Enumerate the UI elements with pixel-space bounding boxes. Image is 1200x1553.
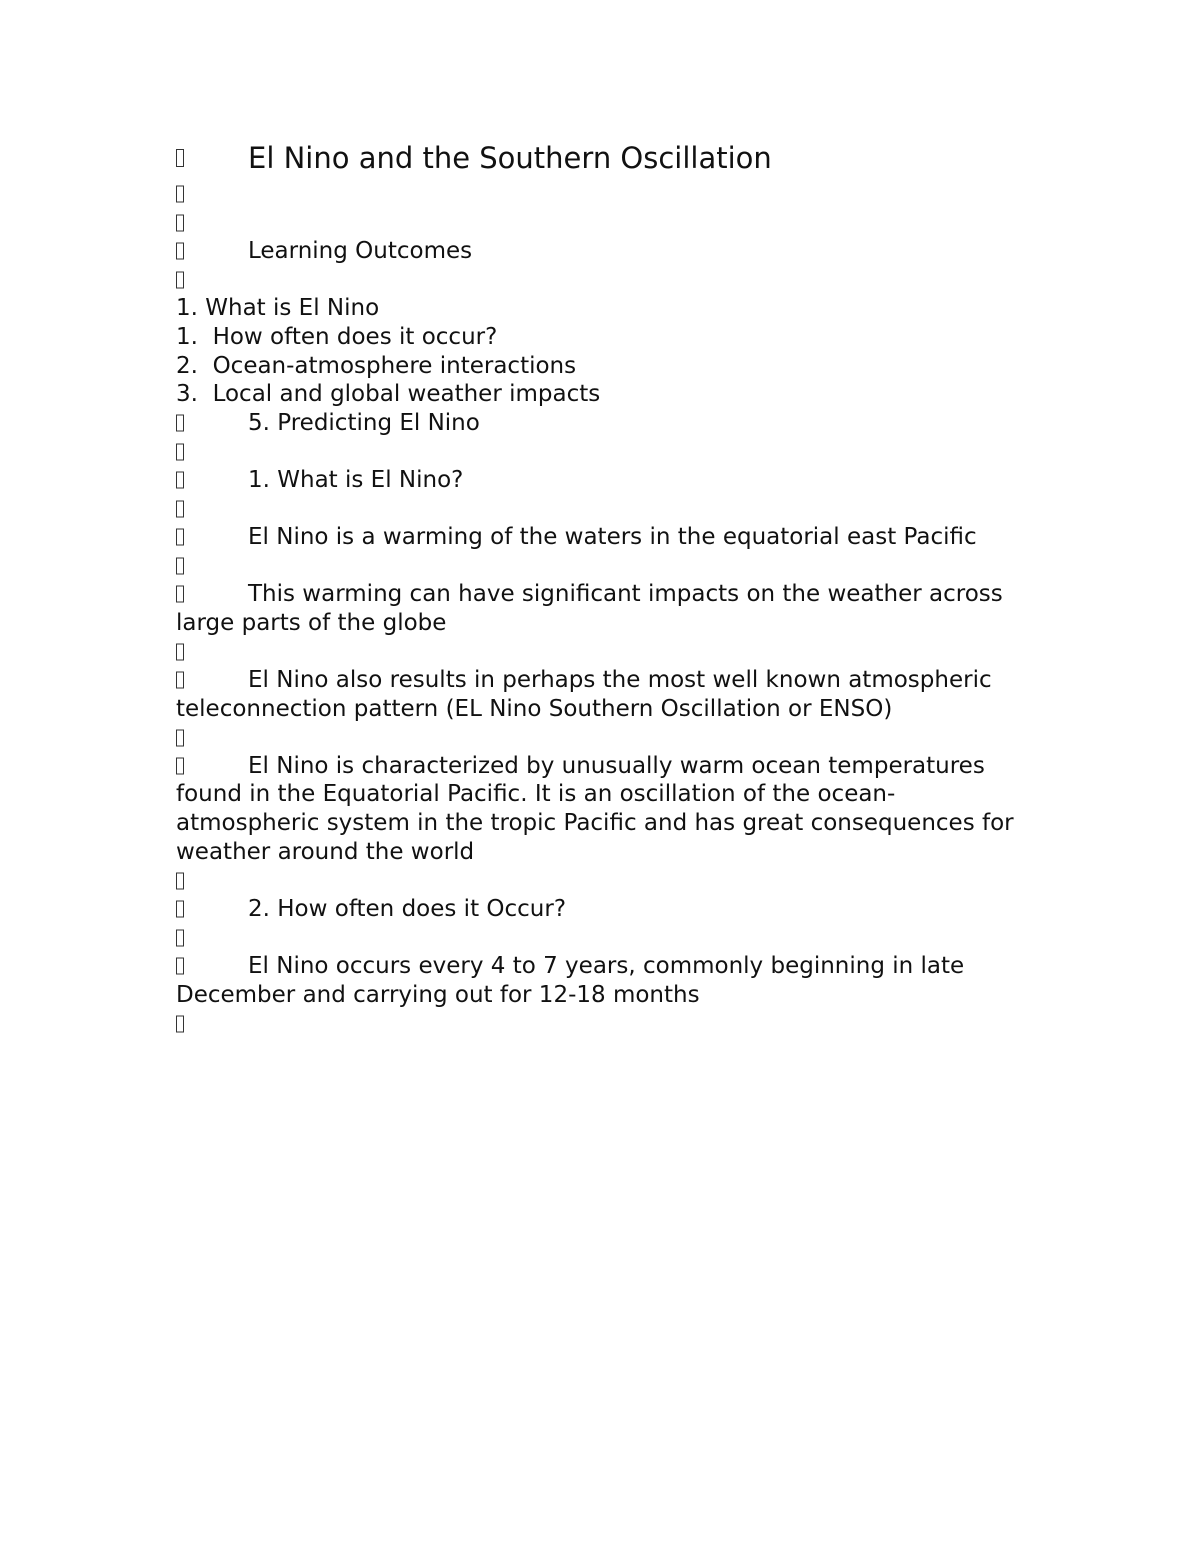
title-line bbox=[176, 141, 1036, 175]
outcome-predicting: 5. Predicting El Nino bbox=[248, 409, 480, 436]
bullet-glyph-icon bbox=[176, 500, 184, 517]
section1-heading-line bbox=[176, 466, 1036, 495]
section1-paragraph bbox=[176, 580, 1026, 637]
bullet-glyph-icon bbox=[176, 929, 184, 946]
outcome-item: 3. Local and global weather impacts bbox=[176, 381, 601, 408]
outcome-item: 1. What is El Nino bbox=[176, 295, 380, 322]
section1-paragraph bbox=[176, 752, 1016, 866]
outcome-predicting-line bbox=[176, 409, 1036, 438]
bullet-glyph-icon bbox=[176, 1015, 184, 1032]
empty-bullet-line bbox=[176, 552, 1036, 581]
bullet-glyph-icon bbox=[176, 586, 184, 603]
empty-bullet-line bbox=[176, 638, 1036, 667]
bullet-glyph-icon bbox=[176, 149, 184, 167]
paragraph-text: El Nino occurs every 4 to 7 years, commonly beginning in late December and carrying out for 12-18 months bbox=[176, 953, 965, 1008]
empty-bullet-line bbox=[176, 866, 1036, 895]
section1-paragraph bbox=[176, 666, 1026, 723]
bullet-glyph-icon bbox=[176, 672, 184, 689]
empty-bullet-line bbox=[176, 209, 1036, 238]
bullet-glyph-icon bbox=[176, 729, 184, 746]
empty-bullet-line bbox=[176, 437, 1036, 466]
bullet-glyph-icon bbox=[176, 643, 184, 660]
paragraph-text: El Nino also results in perhaps the most well known atmospheric teleconnection pattern (EL Nino Southern Oscillation or ENSO) bbox=[176, 667, 992, 722]
section2-heading-line bbox=[176, 895, 1036, 924]
paragraph-text: El Nino is characterized by unusually warm ocean temperatures found in the Equatorial Pacific. It is an oscillation of the ocean-atmospheric system in the tropic Pacific and has great consequences for weather around the world bbox=[176, 752, 1014, 865]
bullet-glyph-icon bbox=[176, 529, 184, 546]
section2-paragraph bbox=[176, 952, 1006, 1009]
empty-bullet-line bbox=[176, 180, 1036, 209]
bullet-glyph-icon bbox=[176, 901, 184, 918]
bullet-glyph-icon bbox=[176, 243, 184, 260]
bullet-glyph-icon bbox=[176, 415, 184, 432]
paragraph-text: This warming can have significant impacts on the weather across large parts of the globe bbox=[176, 581, 1003, 636]
bullet-glyph-icon bbox=[176, 443, 184, 460]
empty-bullet-line bbox=[176, 1009, 1036, 1038]
bullet-glyph-icon bbox=[176, 472, 184, 489]
outcome-item: 2. Ocean-atmosphere interactions bbox=[176, 352, 577, 379]
document-title: El Nino and the Southern Oscillation bbox=[248, 141, 772, 175]
document-body bbox=[176, 141, 1036, 1038]
section1-heading: 1. What is El Nino? bbox=[248, 466, 464, 493]
bullet-glyph-icon bbox=[176, 958, 184, 975]
section2-heading: 2. How often does it Occur? bbox=[248, 895, 567, 922]
bullet-glyph-icon bbox=[176, 872, 184, 889]
learning-outcomes-heading: Learning Outcomes bbox=[248, 238, 473, 265]
section1-paragraph bbox=[176, 523, 1036, 552]
paragraph-text: El Nino is a warming of the waters in the equatorial east Pacific bbox=[248, 524, 977, 551]
bullet-glyph-icon bbox=[176, 186, 184, 203]
bullet-glyph-icon bbox=[176, 214, 184, 231]
learning-outcomes-line bbox=[176, 237, 1036, 266]
bullet-glyph-icon bbox=[176, 757, 184, 774]
bullet-glyph-icon bbox=[176, 272, 184, 289]
empty-bullet-line bbox=[176, 723, 1036, 752]
bullet-glyph-icon bbox=[176, 558, 184, 575]
empty-bullet-line bbox=[176, 923, 1036, 952]
empty-bullet-line bbox=[176, 266, 1036, 295]
outcome-item: 1. How often does it occur? bbox=[176, 323, 498, 350]
empty-bullet-line bbox=[176, 495, 1036, 524]
